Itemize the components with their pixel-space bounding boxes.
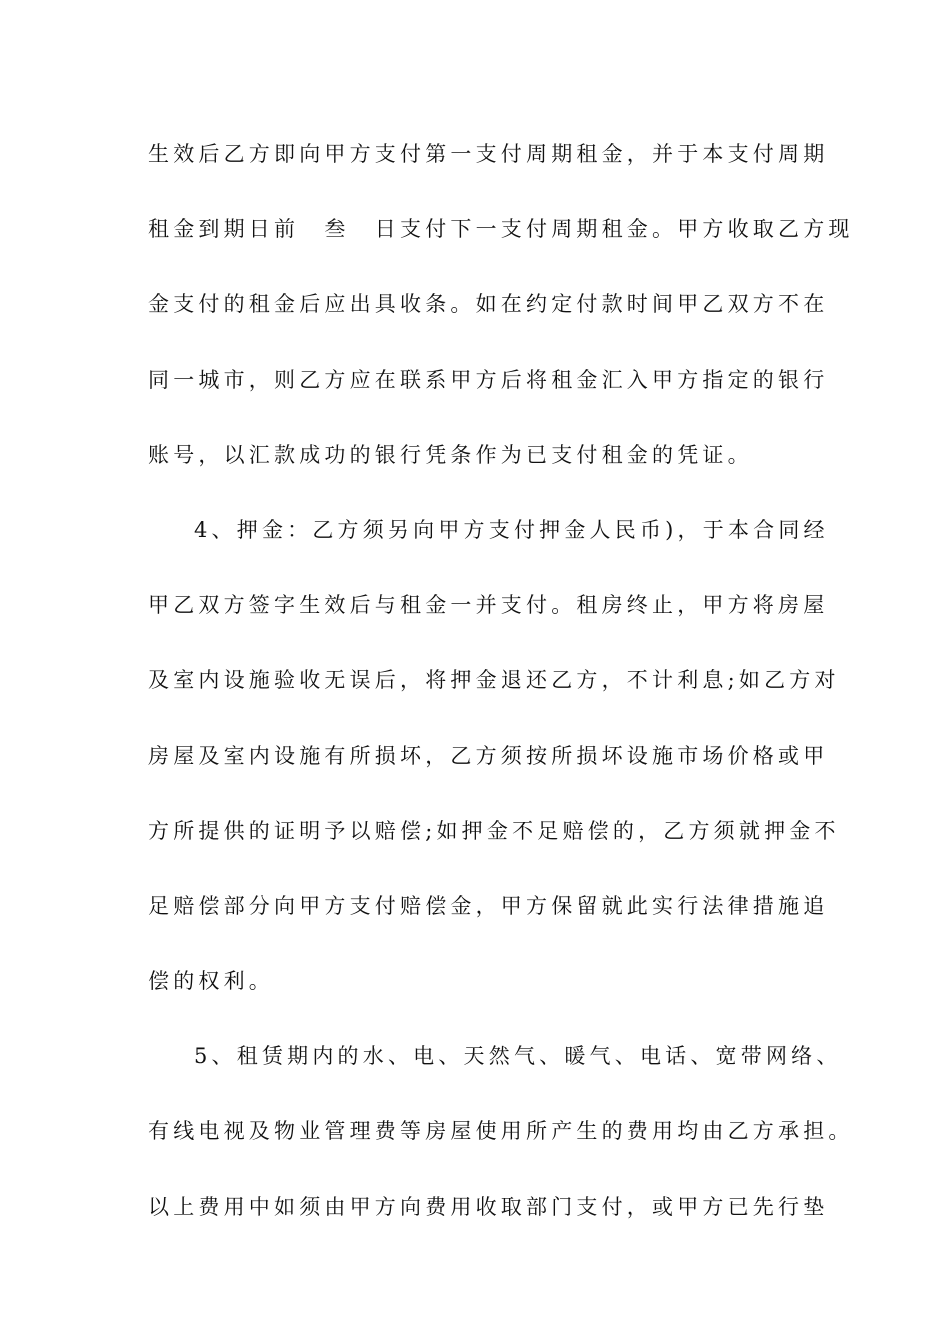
text-line: 足赔偿部分向甲方支付赔偿金，甲方保留就此实行法律措施追 <box>148 893 829 918</box>
document-body <box>148 134 854 1262</box>
text-line: 甲乙双方签字生效后与租金一并支付。租房终止，甲方将房屋 <box>148 593 829 618</box>
text-line: 同一城市，则乙方应在联系甲方后将租金汇入甲方指定的银行 <box>148 367 829 392</box>
text-line: 账号，以汇款成功的银行凭条作为已支付租金的凭证。 <box>148 442 753 467</box>
text-line: 房屋及室内设施有所损坏，乙方须按所损坏设施市场价格或甲 <box>148 743 829 768</box>
paragraph-deposit <box>148 510 838 1036</box>
text-line: 偿的权利。 <box>148 969 274 994</box>
text-line: 租金到期日前 叁 日支付下一支付周期租金。甲方收取乙方现 <box>148 217 854 242</box>
text-line: 有线电视及物业管理费等房屋使用所产生的费用均由乙方承担。 <box>148 1119 854 1144</box>
text-line: 金支付的租金后应出具收条。如在约定付款时间甲乙双方不在 <box>148 292 829 317</box>
text-line: 4、押金：乙方须另向甲方支付押金人民币)，于本合同经 <box>194 517 829 542</box>
paragraph-utilities <box>148 1036 854 1262</box>
text-line: 方所提供的证明予以赔偿;如押金不足赔偿的，乙方须就押金不 <box>148 818 840 843</box>
paragraph-rent-payment <box>148 134 854 510</box>
text-line: 以上费用中如须由甲方向费用收取部门支付，或甲方已先行垫 <box>148 1194 829 1219</box>
text-line: 5、租赁期内的水、电、天然气、暖气、电话、宽带网络、 <box>194 1044 842 1069</box>
text-line: 生效后乙方即向甲方支付第一支付周期租金，并于本支付周期 <box>148 142 829 166</box>
text-line: 及室内设施验收无误后，将押金退还乙方，不计利息;如乙方对 <box>148 668 840 693</box>
